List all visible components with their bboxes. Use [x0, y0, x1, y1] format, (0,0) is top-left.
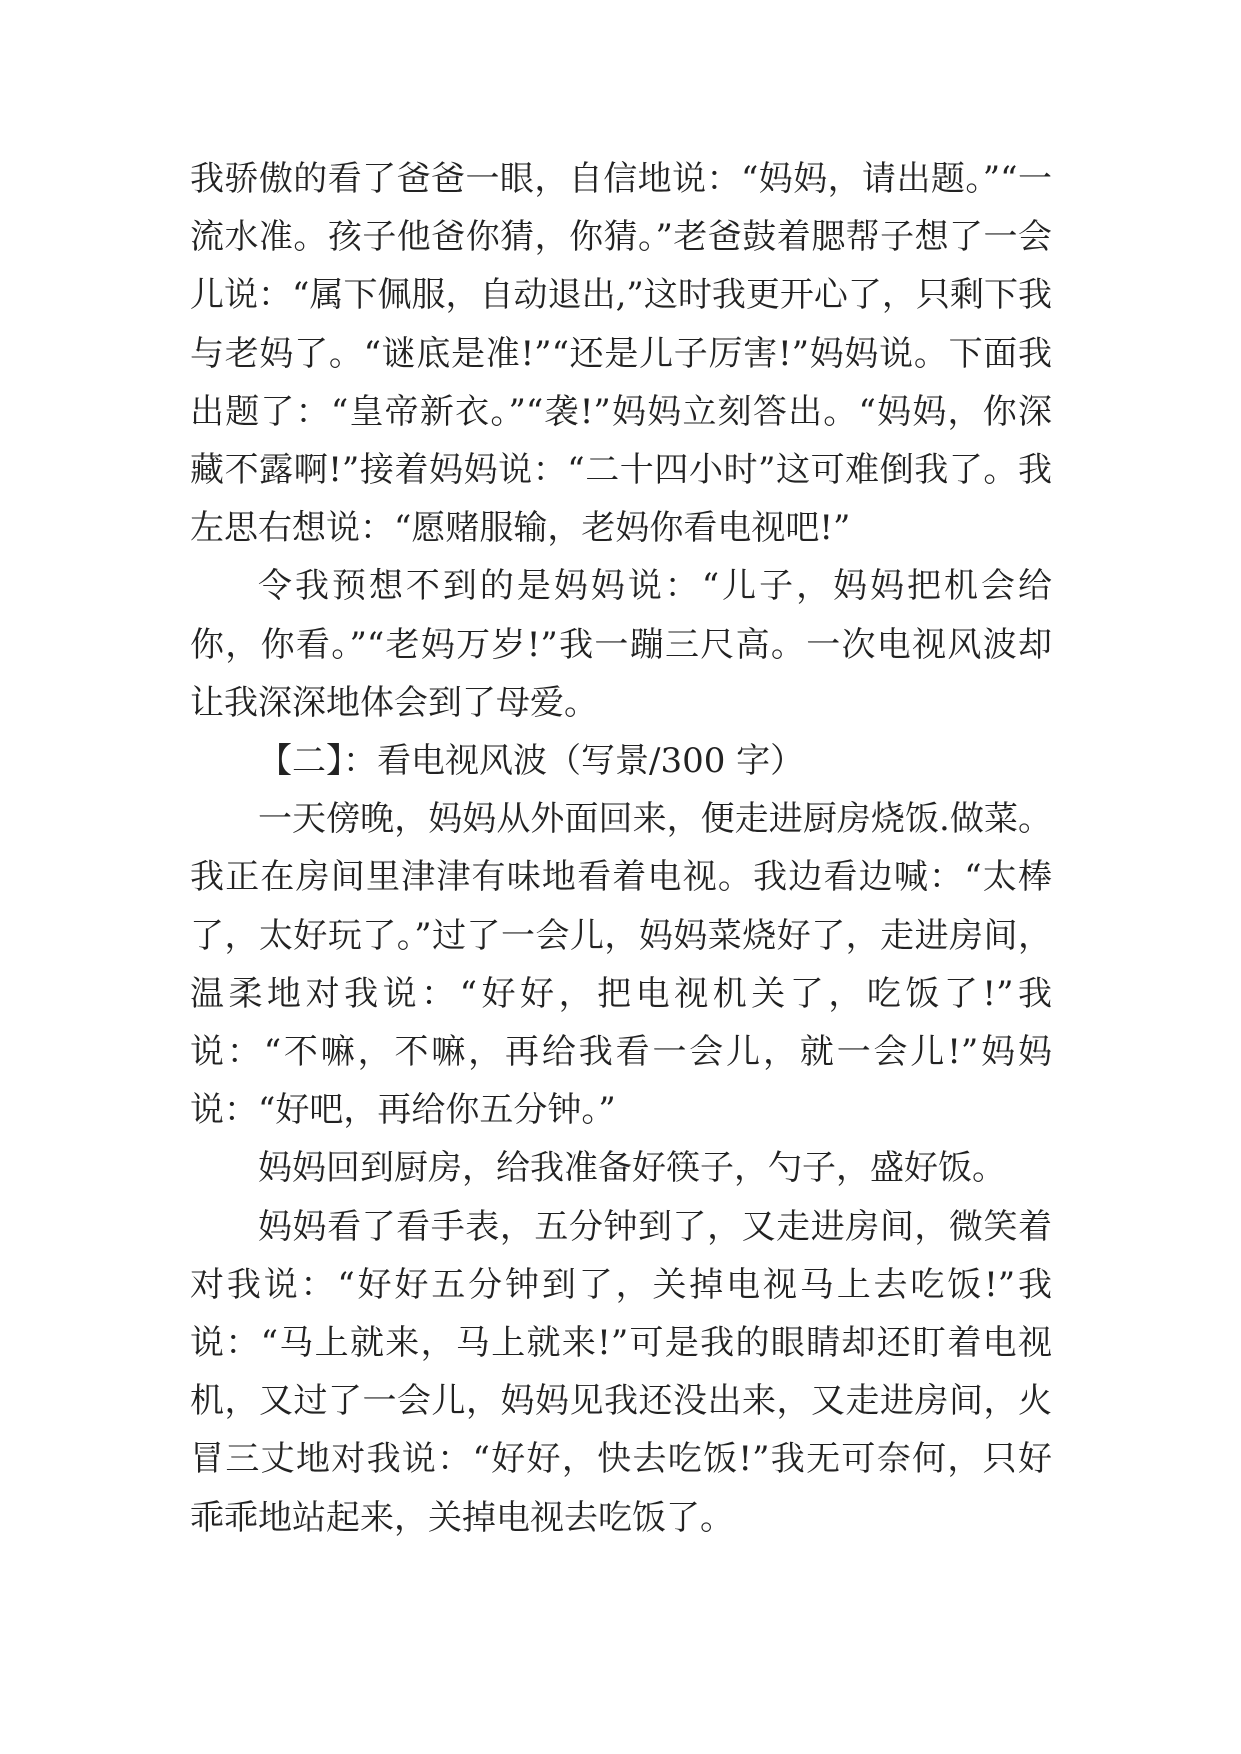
document-body: [190, 150, 1052, 1547]
section-heading: 【二】：看电视风波（写景/300 字）: [258, 741, 805, 782]
paragraph-1: 我骄傲的看了爸爸一眼，自信地说：“妈妈，请出题。”“一流水准。孩子他爸你猜，你猜。”老爸鼓着腮帮子想了一会儿说：“属下佩服，自动退出,”这时我更开心了，只剩下我与老妈了。“谜底是准!”“还是儿子厉害!”妈妈说。下面我出题了：“皇帝新衣。”“袭!”妈妈立刻答出。“妈妈，你深藏不露啊!”接着妈妈说：“二十四小时”这可难倒我了。我左思右想说：“愿赌服输，老妈你看电视吧!”: [190, 159, 1052, 549]
paragraph-2: 令我预想不到的是妈妈说：“儿子，妈妈把机会给你，你看。”“老妈万岁!”我一蹦三尺高。一次电视风波却让我深深地体会到了母爱。: [190, 566, 1052, 723]
paragraph-5: 妈妈看了看手表，五分钟到了，又走进房间，微笑着对我说：“好好五分钟到了，关掉电视马上去吃饭!”我说：“马上就来，马上就来!”可是我的眼睛却还盯着电视机，又过了一会儿，妈妈见我还没出来，又走进房间，火冒三丈地对我说：“好好，快去吃饭!”我无可奈何，只好乖乖地站起来，关掉电视去吃饭了。: [190, 1206, 1052, 1538]
paragraph-3: 一天傍晚，妈妈从外面回来，便走进厨房烧饭.做菜。我正在房间里津津有味地看着电视。我边看边喊：“太棒了，太好玩了。”过了一会儿，妈妈菜烧好了，走进房间，温柔地对我说：“好好，把电视机关了，吃饭了!”我说：“不嘛，不嘛，再给我看一会儿，就一会儿!”妈妈说：“好吧，再给你五分钟。”: [190, 799, 1052, 1131]
paragraph-4: 妈妈回到厨房，给我准备好筷子，勺子，盛好饭。: [258, 1148, 1006, 1189]
